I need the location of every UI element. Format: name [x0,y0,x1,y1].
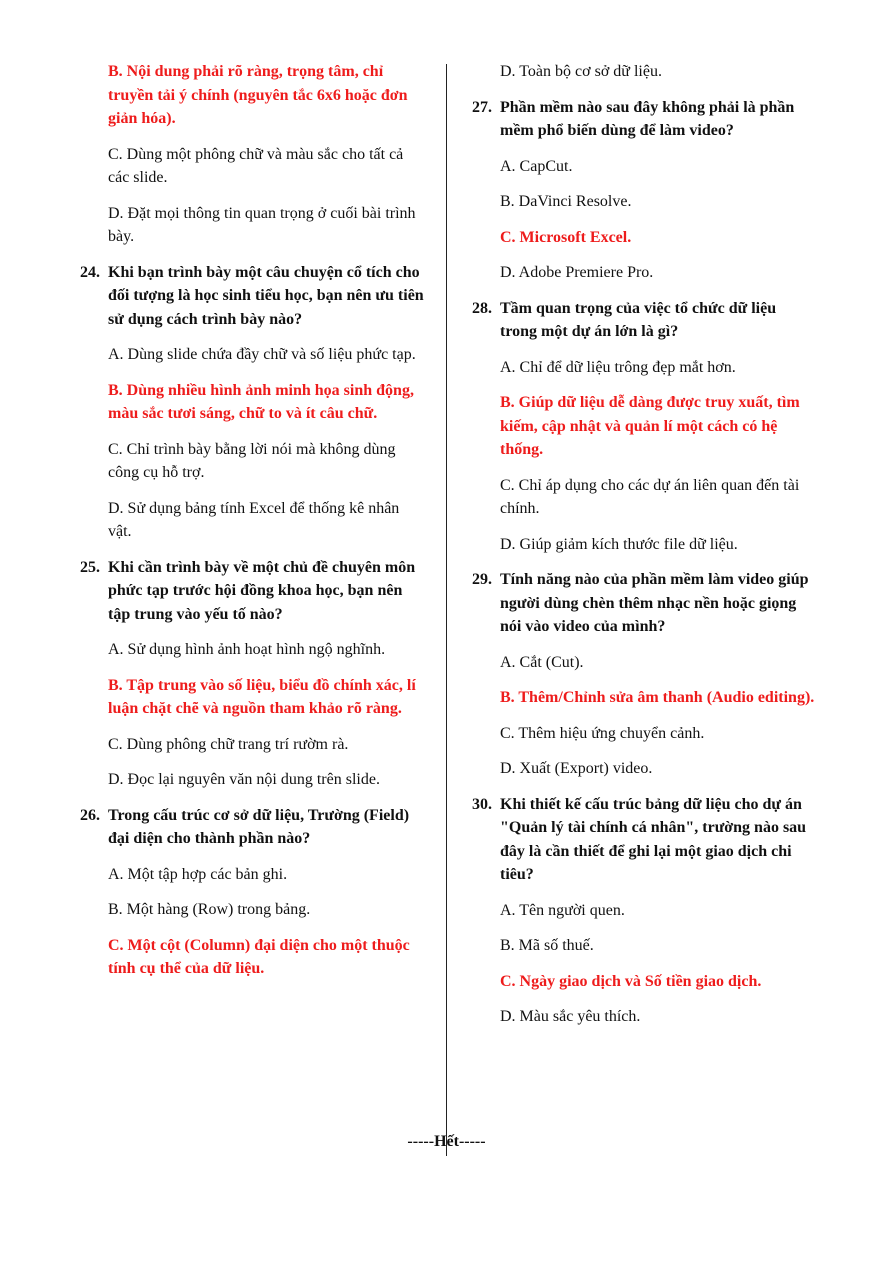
q30-option-b: B. Mã số thuế. [500,937,594,954]
question-28 [472,297,817,557]
right-column [472,60,817,1041]
q29-option-c: C. Thêm hiệu ứng chuyển cảnh. [500,724,705,742]
q23-option-d: D. Đặt mọi thông tin quan trọng ở cuối bài trình bày. [108,204,416,245]
q27-option-b: B. DaVinci Resolve. [500,193,632,210]
question-27-stem [472,96,817,143]
question-28-stem [472,297,817,344]
left-column [80,60,425,993]
question-text: Khi bạn trình bày một câu chuyện cổ tích cho đối tượng là học sinh tiểu học, bạn nên ưu tiên sử dụng cách trình bày nào? [108,263,424,328]
q23-option-c: C. Dùng một phông chữ và màu sắc cho tất cả các slide. [108,145,404,186]
question-text: Trong cấu trúc cơ sở dữ liệu, Trường (Field) đại diện cho thành phần nào? [108,806,410,847]
q26-option-d: D. Toàn bộ cơ sở dữ liệu. [500,63,662,80]
question-26-stem [80,804,425,851]
q24-option-b: B. Dùng nhiều hình ảnh minh họa sinh động, màu sắc tươi sáng, chữ to và ít câu chữ. [108,381,414,422]
q24-option-c: C. Chỉ trình bày bằng lời nói mà không dùng công cụ hỗ trợ. [108,440,396,481]
q29-option-b: B. Thêm/Chỉnh sửa âm thanh (Audio editing). [500,689,815,706]
question-24-stem [80,261,425,332]
q28-option-c: C. Chỉ áp dụng cho các dự án liên quan đến tài chính. [500,476,800,517]
question-text: Phần mềm nào sau đây không phải là phần mềm phổ biến dùng để làm video? [500,98,795,139]
q26-option-c: C. Một cột (Column) đại diện cho một thuộc tính cụ thể của dữ liệu. [108,936,410,977]
question-text: Tính năng nào của phần mềm làm video giúp người dùng chèn thêm nhạc nền hoặc giọng nói vào video của mình? [500,571,809,635]
q30-option-c: C. Ngày giao dịch và Số tiền giao dịch. [500,972,762,990]
q25-option-a: A. Sử dụng hình ảnh hoạt hình ngộ nghĩnh. [108,641,386,658]
question-25-stem [80,556,425,627]
q24-option-a: A. Dùng slide chứa đầy chữ và số liệu phức tạp. [108,346,416,363]
question-30-stem [472,793,817,887]
q27-option-c: C. Microsoft Excel. [500,228,632,246]
question-number: 26. [80,806,100,824]
question-26 [80,804,425,981]
q27-option-d: D. Adobe Premiere Pro. [500,264,654,281]
question-number: 28. [472,299,492,317]
q28-option-d: D. Giúp giảm kích thước file dữ liệu. [500,535,738,553]
question-30 [472,793,817,1029]
question-29 [472,568,817,781]
column-divider [446,64,447,1156]
question-number: 24. [80,263,100,281]
q28-option-b: B. Giúp dữ liệu dễ dàng được truy xuất, tìm kiếm, cập nhật và quản lí một cách có hệ thống. [500,394,800,458]
question-29-stem [472,568,817,639]
question-number: 30. [472,795,492,813]
q29-option-d: D. Xuất (Export) video. [500,760,653,777]
q30-option-a: A. Tên người quen. [500,901,625,919]
question-text: Khi thiết kế cấu trúc bảng dữ liệu cho dự án "Quản lý tài chính cá nhân", trường nào sau đây là cần thiết để ghi lại một giao dịch chi tiêu? [500,795,807,883]
question-26-continuation [472,60,817,84]
question-23-continuation [80,60,425,249]
q29-option-a: A. Cắt (Cut). [500,653,584,671]
question-number: 29. [472,571,492,588]
q30-option-d: D. Màu sắc yêu thích. [500,1008,641,1025]
question-text: Khi cần trình bày về một chủ đề chuyên môn phức tạp trước hội đồng khoa học, bạn nên tập trung vào yếu tố nào? [108,558,416,623]
question-number: 27. [472,98,492,116]
question-text: Tầm quan trọng của việc tổ chức dữ liệu trong một dự án lớn là gì? [500,299,777,340]
question-number: 25. [80,558,100,576]
q23-option-b: B. Nội dung phải rõ ràng, trọng tâm, chỉ truyền tải ý chính (nguyên tắc 6x6 hoặc đơn giản hóa). [108,63,408,127]
q26-option-b: B. Một hàng (Row) trong bảng. [108,901,311,918]
q25-option-c: C. Dùng phông chữ trang trí rườm rà. [108,735,349,753]
q25-option-d: D. Đọc lại nguyên văn nội dung trên slide. [108,771,380,788]
question-24 [80,261,425,544]
q26-option-a: A. Một tập hợp các bản ghi. [108,865,288,883]
question-27 [472,96,817,285]
q24-option-d: D. Sử dụng bảng tính Excel để thống kê nhân vật. [108,499,400,540]
q27-option-a: A. CapCut. [500,157,573,175]
q25-option-b: B. Tập trung vào số liệu, biểu đồ chính xác, lí luận chặt chẽ và nguồn tham khảo rõ ràng. [108,676,416,717]
question-25 [80,556,425,792]
q28-option-a: A. Chỉ để dữ liệu trông đẹp mắt hơn. [500,358,736,376]
end-marker: -----Hết----- [407,1133,486,1150]
